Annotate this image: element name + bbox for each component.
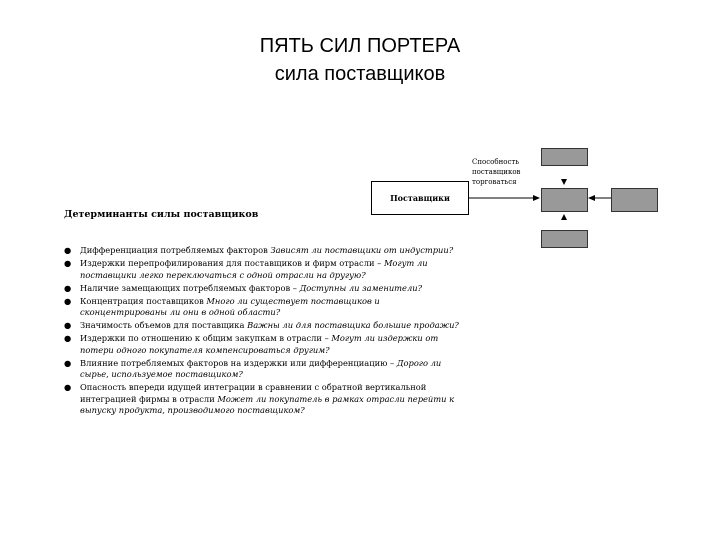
factor-question: Могут ли поставщики легко переключаться с одной отрасли на другую? <box>80 258 428 280</box>
bullet-icon: ● <box>64 258 72 268</box>
list-item <box>64 320 459 332</box>
right-force-block <box>611 188 658 212</box>
factor-text: Опасность впереди идущей интеграции в сравнении с обратной вертикальной интеграцией фирмы в отрасли <box>80 382 427 404</box>
factor-text: Дифференциация потребляемых факторов <box>80 245 268 255</box>
factor-question: Может ли покупатель в рамках отрасли перейти к выпуску продукта, производимого поставщиком? <box>80 393 455 415</box>
title-line-2: сила поставщиков <box>274 63 446 85</box>
bottom-force-block <box>541 230 588 248</box>
factor-text: Издержки по отношению к общим закупкам в отрасли – <box>80 333 329 343</box>
supplier-arrowhead <box>533 195 540 201</box>
bullet-icon: ● <box>64 282 72 293</box>
bullet-icon: ● <box>64 295 72 306</box>
factor-text: Влияние потребляемых факторов на издержки или дифференциацию – <box>80 357 395 368</box>
factor-question: Могут ли издержки от потери одного покупателя компенсироваться другим? <box>80 333 439 355</box>
list-item <box>64 258 459 281</box>
factor-question: Много ли существует поставщиков и сконцентрированы ли они в одной области? <box>80 295 380 317</box>
bargaining-power-label: Способность поставщиков торговаться <box>472 158 521 186</box>
list-item <box>64 382 459 417</box>
determinants-list <box>64 245 459 418</box>
bottom-arrowhead <box>561 214 567 220</box>
list-item <box>64 283 459 295</box>
bullet-icon: ● <box>64 357 72 368</box>
determinants-heading: Детерминанты силы поставщиков <box>64 209 259 220</box>
factor-text: Наличие замещающих потребляемых факторов – <box>80 282 297 293</box>
factor-text: Концентрация поставщиков <box>80 295 204 306</box>
list-item <box>64 245 459 257</box>
factor-text: Издержки перепрофилирования для поставщиков и фирм отрасли – <box>80 258 382 268</box>
bullet-icon: ● <box>64 245 72 255</box>
factor-text: Значимость объемов для поставщика <box>80 320 245 330</box>
bullet-icon: ● <box>64 320 72 330</box>
factor-question: Зависят ли поставщики от индустрии? <box>270 245 454 255</box>
list-item <box>64 333 459 356</box>
factor-question: Дорого ли сырье, используемое поставщиком? <box>80 357 442 379</box>
right-arrowhead <box>588 195 595 201</box>
top-arrowhead <box>561 179 567 185</box>
center-rivalry-block <box>541 188 588 212</box>
suppliers-label: Поставщики <box>390 193 450 203</box>
factor-question: Важны ли для поставщика большие продажи? <box>247 320 459 330</box>
factor-question: Доступны ли заменители? <box>299 282 423 293</box>
title-line-1: ПЯТЬ СИЛ ПОРТЕРА <box>259 35 461 57</box>
bullet-icon: ● <box>64 382 72 392</box>
bullet-icon: ● <box>64 333 72 343</box>
list-item <box>64 358 459 381</box>
list-item <box>64 296 459 319</box>
top-force-block <box>541 148 588 166</box>
